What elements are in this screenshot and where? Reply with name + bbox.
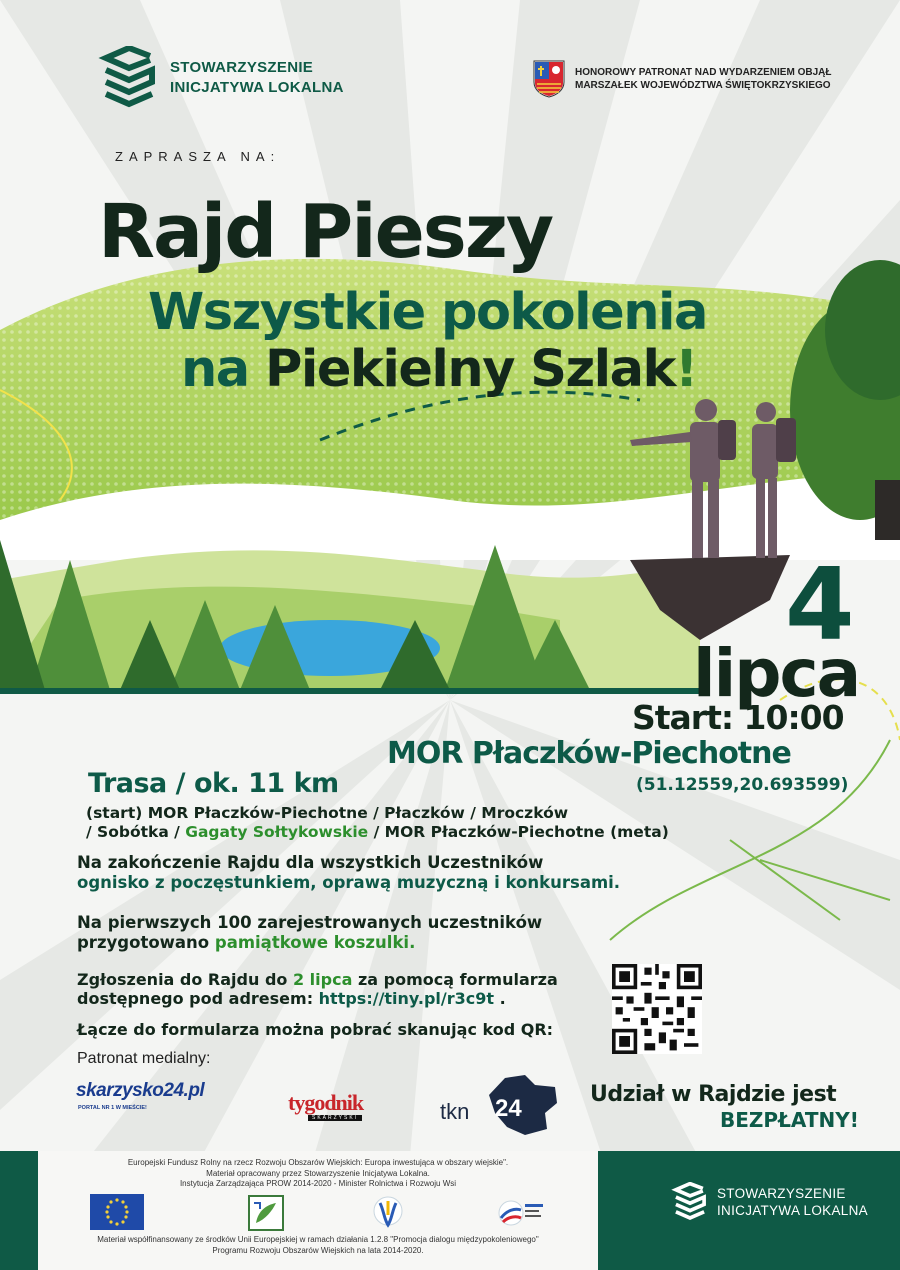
org-logo (98, 46, 344, 110)
footer-funding-line3: Instytucja Zarządzająca PROW 2014-2020 - Minister Rolnictwa i Rozwoju Wsi (179, 1179, 457, 1188)
event-subtitle-line2 (181, 340, 697, 400)
info-registration-line1 (77, 970, 558, 989)
footer-org-name-line2: INICJATYWA LOKALNA (717, 1203, 868, 1218)
invite-text: ZAPRASZA NA: (115, 149, 281, 164)
event-month: lipca (693, 635, 860, 712)
info-closing (77, 853, 620, 893)
route-line2-end: / MOR Płaczków-Piechotne (meta) (368, 823, 669, 841)
patron-line1: HONOROWY PATRONAT NAD WYDARZENIEM OBJĄŁ (575, 67, 832, 78)
tkn24-logo-text: tkn (440, 1099, 470, 1124)
prow-logo-icon (368, 1193, 408, 1231)
tygodnik-logo (288, 1090, 388, 1124)
org-logo-icon (98, 46, 160, 110)
eu-flag-icon (90, 1194, 144, 1230)
registration-deadline: 2 lipca (292, 970, 353, 989)
tygodnik-logo-text: tygodnik (288, 1090, 364, 1115)
qr-code[interactable] (612, 964, 702, 1054)
info-shirts (77, 913, 542, 953)
event-title: Rajd Pieszy (98, 189, 553, 275)
registration-text-d: . (494, 989, 506, 1008)
route-description (86, 804, 669, 842)
media-patron-label: Patronat medialny: (77, 1050, 211, 1067)
shirts-highlight: pamiątkowe koszulki. (214, 933, 416, 952)
skarzysko24-logo-text: skarzysko24.pl (76, 1080, 205, 1101)
event-subtitle-line1: Wszystkie pokolenia (148, 283, 707, 342)
info-registration-line2 (77, 989, 558, 1008)
route-title: Trasa / ok. 11 km (88, 768, 339, 799)
registration-text-c: dostępnego pod adresem: (77, 989, 319, 1008)
route-highlight: Gagaty Sołtykowskie (185, 823, 369, 841)
start-place: MOR Płaczków-Piechotne (387, 736, 791, 771)
footer-org-name-line1: STOWARZYSZENIE (717, 1186, 846, 1201)
free-participation-line2: BEZPŁATNY! (720, 1108, 859, 1132)
info-qr: Łącze do formularza można pobrać skanując kod QR: (77, 1020, 554, 1039)
ministry-logo-icon (497, 1196, 545, 1230)
route-line2 (86, 823, 669, 842)
footer-cofinancing-line1: Materiał współfinansowany ze środków Unii Europejskiej w ramach działania 1.2.8 "Promocja dialogu międzypokoleniowego" (97, 1235, 539, 1244)
footer-funding-line2: Materiał opracowany przez Stowarzyszenie Inicjatywa Lokalna. (206, 1168, 430, 1178)
info-shirts-line2 (77, 933, 542, 953)
footer-cofinancing-text (38, 1235, 598, 1256)
footer-org-logo (671, 1182, 868, 1222)
route-line1: (start) MOR Płaczków-Piechotne / Płaczków / Mroczków (86, 804, 569, 822)
free-participation-line1: Udział w Rajdzie jest (590, 1082, 837, 1107)
footer-funding-text (38, 1158, 598, 1190)
leader-logo-icon (248, 1195, 284, 1231)
start-time: Start: 10:00 (632, 698, 844, 737)
subtitle-prefix: na (181, 340, 265, 399)
tkn24-logo-number: 24 (495, 1095, 522, 1122)
info-shirts-line2-start: przygotowano (77, 933, 215, 952)
event-day: 4 (785, 546, 855, 663)
gps-coordinates: (51.12559,20.693599) (636, 775, 849, 795)
subtitle-trail-name: Piekielny Szlak (264, 340, 675, 399)
info-registration (77, 970, 558, 1008)
tkn24-logo (440, 1073, 560, 1137)
org-name-line1: STOWARZYSZENIE (170, 59, 314, 76)
coat-of-arms-icon (533, 60, 565, 98)
skarzysko24-tagline: PORTAL NR 1 W MIEŚCIE! (78, 1105, 147, 1111)
registration-link[interactable]: https://tiny.pl/r3c9t (318, 989, 495, 1008)
info-closing-line2: ognisko z poczęstunkiem, oprawą muzyczną i konkursami. (77, 873, 621, 892)
patron-line2: MARSZAŁEK WOJEWÓDZTWA ŚWIĘTOKRZYSKIEGO (575, 80, 831, 91)
route-line2-start: / Sobótka / (86, 823, 186, 841)
footer-funding-line1: Europejski Fundusz Rolny na rzecz Rozwoju Obszarów Wiejskich: Europa inwestująca w obszary wiejskie". (127, 1158, 509, 1167)
patronage (533, 60, 831, 98)
registration-text-b: za pomocą formularza (352, 970, 558, 989)
subtitle-exclamation: ! (674, 340, 697, 399)
footer-cofinancing-line2: Programu Rozwoju Obszarów Wiejskich na lata 2014-2020. (212, 1245, 424, 1255)
skarzysko24-logo (76, 1080, 226, 1120)
registration-text-a: Zgłoszenia do Rajdu do (77, 970, 293, 989)
info-shirts-line1: Na pierwszych 100 zarejestrowanych uczestników (77, 913, 543, 932)
org-name-line2: INICJATYWA LOKALNA (170, 79, 344, 96)
info-closing-line1: Na zakończenie Rajdu dla wszystkich Uczestników (77, 853, 544, 872)
footer-org-logo-icon (671, 1182, 709, 1222)
tygodnik-logo-subtitle: SKARŻYSKI (308, 1115, 362, 1121)
